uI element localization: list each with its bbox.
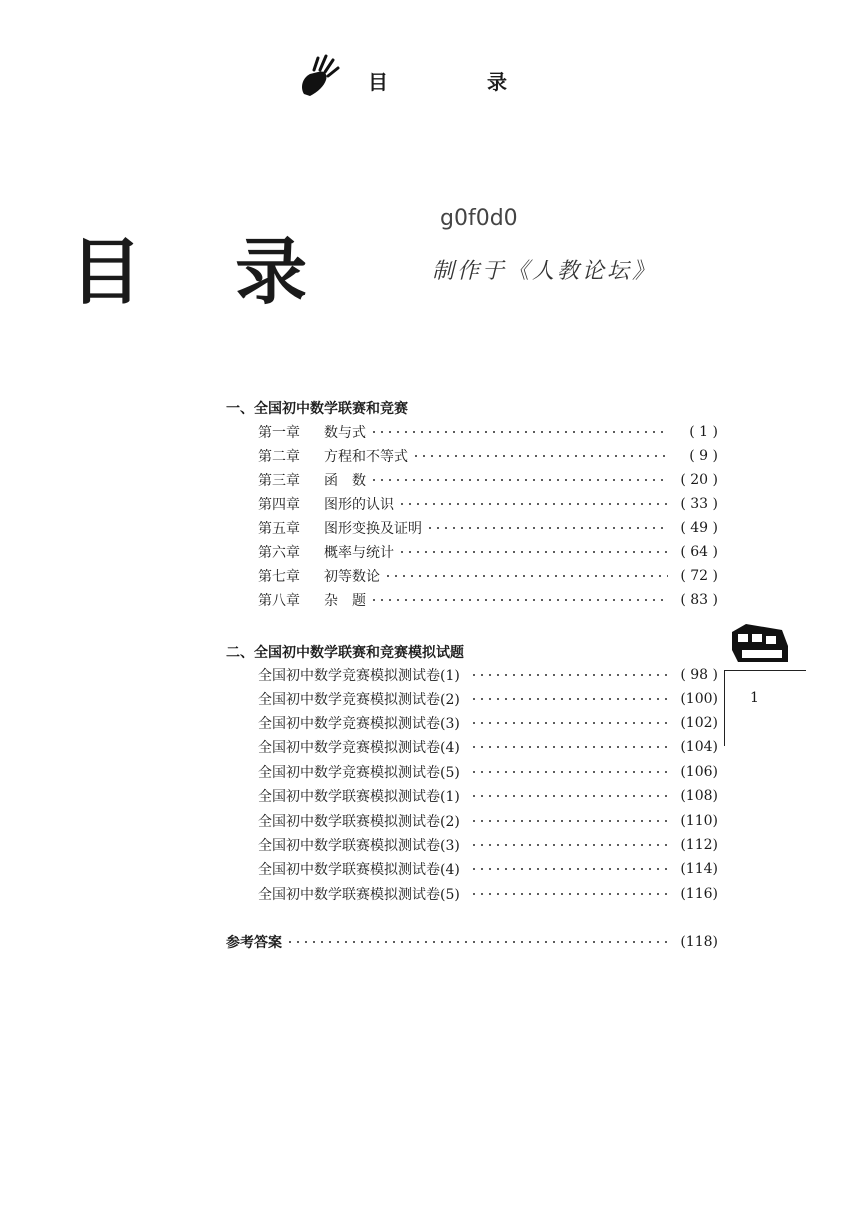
toc-page: ( 83 ) <box>680 592 718 608</box>
toc-page: ( 64 ) <box>680 544 718 560</box>
toc-page: (100) <box>680 691 718 707</box>
toc-title: 图形的认识 <box>324 497 394 513</box>
toc-entry[interactable] <box>258 760 718 784</box>
running-title: 目 录 <box>368 70 553 94</box>
toc-entry[interactable] <box>258 857 718 881</box>
toc-answers-entry[interactable] <box>226 930 718 954</box>
toc-title: 初等数论 <box>324 569 380 585</box>
toc-title: 全国初中数学竞赛模拟测试卷(4) <box>258 740 460 756</box>
toc-chapter: 第二章 <box>258 449 300 465</box>
toc-entry[interactable] <box>258 882 718 906</box>
toc-page: ( 49 ) <box>680 520 718 536</box>
toc-title: 方程和不等式 <box>324 449 408 465</box>
dot-leader <box>470 674 668 676</box>
toc-entry[interactable] <box>258 492 718 516</box>
toc-title: 函 数 <box>324 473 366 489</box>
toc-page: (110) <box>680 813 718 829</box>
toc-entry[interactable] <box>258 663 718 687</box>
toc-page: (102) <box>680 715 718 731</box>
toc-entry[interactable] <box>258 564 718 588</box>
dot-leader <box>426 527 668 529</box>
dot-leader <box>370 479 668 481</box>
dot-leader <box>384 575 668 577</box>
dot-leader <box>470 844 668 846</box>
toc-chapter: 第四章 <box>258 497 300 513</box>
toc-entry[interactable] <box>258 516 718 540</box>
toc-page: (118) <box>680 934 718 950</box>
toc-title: 全国初中数学联赛模拟测试卷(2) <box>258 814 460 830</box>
section-heading-1: 一、全国初中数学联赛和竞赛 <box>226 401 408 417</box>
dot-leader <box>470 820 668 822</box>
toc-title: 全国初中数学联赛模拟测试卷(5) <box>258 887 460 903</box>
toc-title: 全国初中数学竞赛模拟测试卷(2) <box>258 692 460 708</box>
toc-entry[interactable] <box>258 588 718 612</box>
toc-title: 数与式 <box>324 425 366 441</box>
side-tab-number: 1 <box>750 690 759 706</box>
toc-page: ( 9 ) <box>689 448 718 464</box>
dot-leader <box>370 431 668 433</box>
toc-page: (116) <box>680 886 718 902</box>
dot-leader <box>470 722 668 724</box>
toc-page: (108) <box>680 788 718 804</box>
toc-page: ( 72 ) <box>680 568 718 584</box>
book-stack-icon <box>728 620 790 666</box>
toc-entry[interactable] <box>258 468 718 492</box>
toc-entry[interactable] <box>258 444 718 468</box>
toc-title: 全国初中数学竞赛模拟测试卷(3) <box>258 716 460 732</box>
toc-title: 全国初中数学联赛模拟测试卷(4) <box>258 862 460 878</box>
toc-chapter: 第七章 <box>258 569 300 585</box>
toc-title: 全国初中数学联赛模拟测试卷(1) <box>258 789 460 805</box>
toc-title: 全国初中数学竞赛模拟测试卷(5) <box>258 765 460 781</box>
section-heading-2: 二、全国初中数学联赛和竞赛模拟试题 <box>226 645 464 661</box>
dot-leader <box>398 503 668 505</box>
toc-chapter: 第一章 <box>258 425 300 441</box>
dot-leader <box>412 455 668 457</box>
hand-icon <box>298 52 342 98</box>
dot-leader <box>470 771 668 773</box>
tab-divider-vertical <box>724 670 725 746</box>
toc-entry[interactable] <box>258 711 718 735</box>
toc-entry[interactable] <box>258 540 718 564</box>
toc-title: 概率与统计 <box>324 545 394 561</box>
toc-page: ( 1 ) <box>689 424 718 440</box>
dot-leader <box>370 599 668 601</box>
toc-page: ( 33 ) <box>680 496 718 512</box>
dot-leader <box>470 868 668 870</box>
toc-entry[interactable] <box>258 833 718 857</box>
toc-page: ( 98 ) <box>680 667 718 683</box>
toc-chapter: 第三章 <box>258 473 300 489</box>
dot-leader <box>470 746 668 748</box>
dot-leader <box>470 893 668 895</box>
toc-page: (104) <box>680 739 718 755</box>
dot-leader <box>470 698 668 700</box>
dot-leader <box>398 551 668 553</box>
toc-entry[interactable] <box>258 809 718 833</box>
credit-note: 制作于《人教论坛》 <box>432 259 658 284</box>
dot-leader <box>470 795 668 797</box>
toc-title: 图形变换及证明 <box>324 521 422 537</box>
page-title: 目 录 <box>70 230 342 314</box>
toc-chapter: 第五章 <box>258 521 300 537</box>
toc-title: 杂 题 <box>324 593 366 609</box>
toc-entry[interactable] <box>258 735 718 759</box>
toc-title: 参考答案 <box>226 935 282 951</box>
toc-page: (106) <box>680 764 718 780</box>
toc-page: (112) <box>680 837 718 853</box>
credit-id: g0f0d0 <box>440 206 518 231</box>
tab-divider-horizontal <box>724 670 806 671</box>
toc-entry[interactable] <box>258 420 718 444</box>
toc-entry[interactable] <box>258 687 718 711</box>
toc-entry[interactable] <box>258 784 718 808</box>
toc-title: 全国初中数学联赛模拟测试卷(3) <box>258 838 460 854</box>
toc-title: 全国初中数学竞赛模拟测试卷(1) <box>258 668 460 684</box>
toc-page: ( 20 ) <box>680 472 718 488</box>
dot-leader <box>286 941 668 943</box>
toc-page: (114) <box>680 861 718 877</box>
toc-chapter: 第八章 <box>258 593 300 609</box>
toc-chapter: 第六章 <box>258 545 300 561</box>
